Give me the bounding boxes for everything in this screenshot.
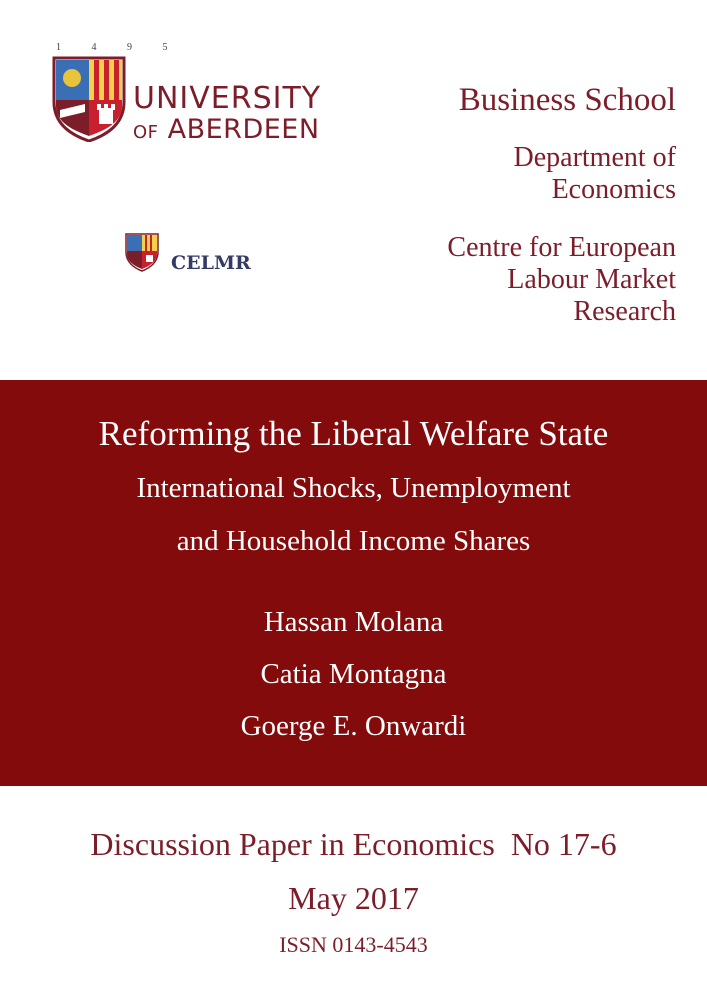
- aberdeen-word: [133, 116, 321, 143]
- centre-line: Labour Market: [507, 264, 676, 295]
- centre-line: Research: [573, 296, 676, 327]
- department-name: [447, 142, 676, 206]
- university-word: UNIVERSITY: [133, 81, 322, 116]
- author-name: Hassan Molana: [263, 606, 444, 638]
- author-name: Catia Montagna: [260, 658, 447, 690]
- discussion-paper-series: Discussion Paper in Economics No 17-6: [90, 826, 617, 862]
- university-wordmark: [133, 81, 322, 145]
- paper-subtitle-line: International Shocks, Unemployment: [136, 472, 571, 504]
- author-name: Goerge E. Onwardi: [240, 710, 467, 742]
- of-word: OF: [133, 122, 159, 143]
- centre-name: [447, 232, 676, 328]
- paper-title: Reforming the Liberal Welfare State: [98, 414, 609, 453]
- celmr-crest-icon: [124, 228, 160, 272]
- celmr-wordmark: CELMR: [171, 252, 251, 274]
- department-line: Department of: [513, 142, 676, 173]
- department-line: Economics: [551, 174, 676, 205]
- founding-year: 1 4 9 5: [56, 42, 182, 53]
- centre-line: Centre for European: [447, 232, 676, 263]
- university-crest-icon: [52, 56, 126, 142]
- title-banner: [0, 380, 707, 786]
- publication-date: May 2017: [288, 880, 419, 916]
- paper-subtitle-line: and Household Income Shares: [176, 525, 531, 557]
- school-header: [447, 80, 676, 328]
- issn-number: ISSN 0143-4543: [279, 932, 428, 957]
- aberdeen-text: ABERDEEN: [167, 114, 320, 145]
- business-school-title: Business School: [458, 82, 676, 118]
